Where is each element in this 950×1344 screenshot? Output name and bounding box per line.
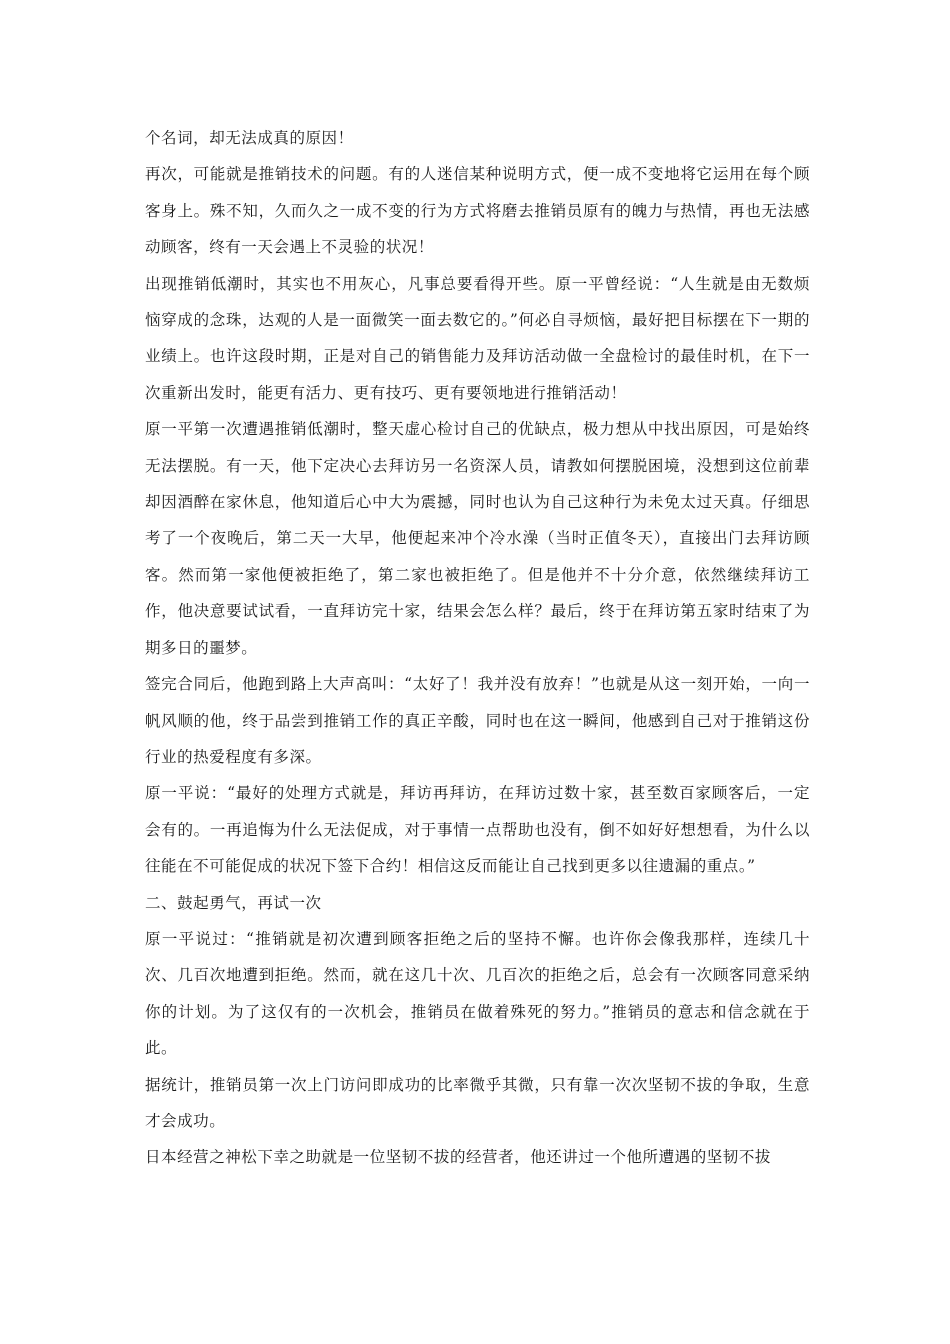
paragraph-8: 据统计，推销员第一次上门访问即成功的比率微乎其微，只有靠一次次坚韧不拔的争取，生意才会成功。 (145, 1075, 810, 1130)
paragraph-5: 签完合同后，他跑到路上大声高叫：“太好了！我并没有放弃！”也就是从这一刻开始，一向一帆风顺的他，终于品尝到推销工作的真正辛酸，同时也在这一瞬间，他感到自己对于推销这份行业的热爱程度有多深。 (145, 675, 810, 766)
paragraph-2: 再次，可能就是推销技术的问题。有的人迷信某种说明方式，便一成不变地将它运用在每个顾客身上。殊不知，久而久之一成不变的行为方式将磨去推销员原有的魄力与热情，再也无法感动顾客，终有一天会遇上不灵验的状况！ (145, 165, 810, 257)
paragraph-4: 原一平第一次遭遇推销低潮时，整天虚心检讨自己的优缺点，极力想从中找出原因，可是始终无法摆脱。有一天，他下定决心去拜访另一名资深人员，请教如何摆脱困境，没想到这位前辈却因酒醉在家休息，他知道后心中大为震撼，同时也认为自己这种行为未免太过天真。仔细思考了一个夜晚后，第二天一大早，他便起来冲个冷水澡（当时正值冬天），直接出门去拜访顾客。然而第一家他便被拒绝了，第二家也被拒绝了。但是他并不十分介意，依然继续拜访工作，他决意要试试看，一直拜访完十家，结果会怎么样？最后，终于在拜访第五家时结束了为期多日的噩梦。 (145, 420, 810, 657)
paragraph-1: 个名词，却无法成真的原因！ (145, 129, 354, 147)
document-body (145, 120, 810, 1176)
paragraph-7: 原一平说过：“推销就是初次遭到顾客拒绝之后的坚持不懈。也许你会像我那样，连续几十次、几百次地遭到拒绝。然而，就在这几十次、几百次的拒绝之后，总会有一次顾客同意采纳你的计划。为了这仅有的一次机会，推销员在做着殊死的努力。”推销员的意志和信念就在于此。 (145, 929, 810, 1058)
paragraph-3: 出现推销低潮时，其实也不用灰心，凡事总要看得开些。原一平曾经说：“人生就是由无数烦恼穿成的念珠，达观的人是一面微笑一面去数它的。”何必自寻烦恼，最好把目标摆在下一期的业绩上。也许这段时期，正是对自己的销售能力及拜访活动做一全盘检讨的最佳时机，在下一次重新出发时，能更有活力、更有技巧、更有要领地进行推销活动！ (145, 274, 810, 402)
paragraph-6: 原一平说：“最好的处理方式就是，拜访再拜访，在拜访过数十家，甚至数百家顾客后，一定会有的。一再追悔为什么无法促成，对于事情一点帮助也没有，倒不如好好想想看，为什么以往能在不可能促成的状况下签下合约！相信这反而能让自己找到更多以往遗漏的重点。” (145, 784, 810, 876)
paragraph-9: 日本经营之神松下幸之助就是一位坚韧不拔的经营者，他还讲过一个他所遭遇的坚韧不拔 (145, 1148, 771, 1167)
section-heading: 二、鼓起勇气，再试一次 (145, 893, 322, 912)
